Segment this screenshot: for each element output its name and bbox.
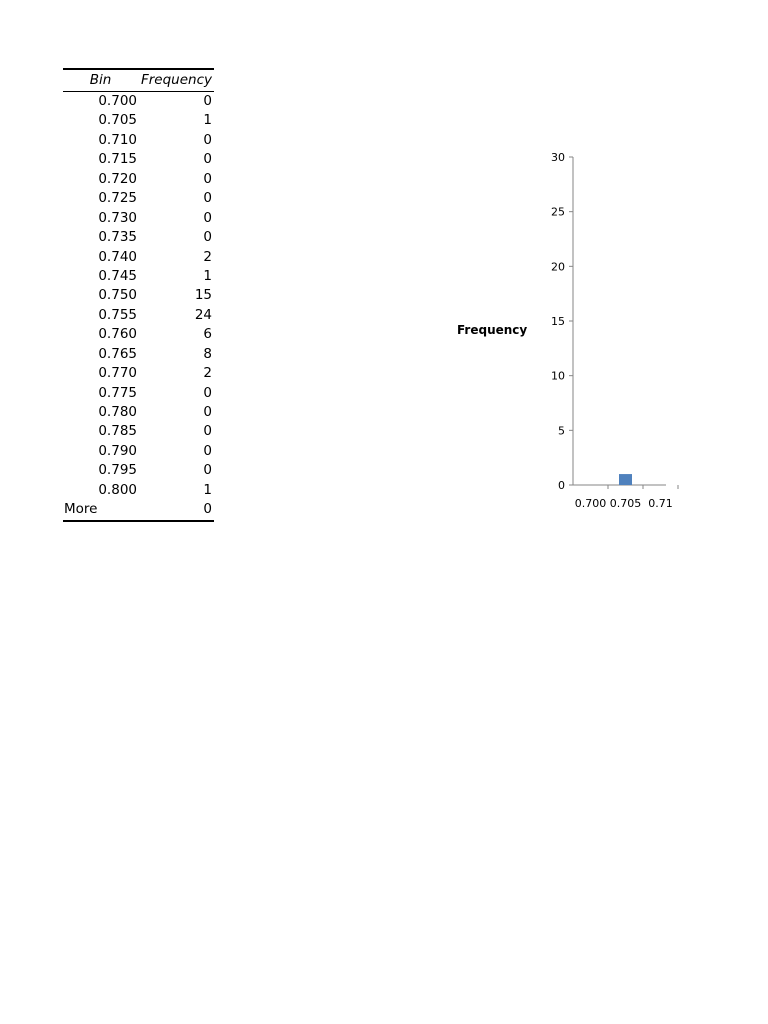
table-row — [63, 111, 214, 130]
bin-cell: 0.725 — [98, 190, 137, 207]
y-tick-label: 5 — [558, 424, 565, 438]
table-row — [63, 286, 214, 305]
histogram-chart — [440, 140, 680, 520]
frequency-header: Frequency — [140, 72, 212, 88]
table-body — [63, 92, 214, 520]
y-tick-label: 20 — [551, 260, 565, 274]
bin-cell: 0.740 — [98, 248, 137, 265]
frequency-cell: 0 — [203, 442, 212, 459]
frequency-cell: 24 — [194, 306, 212, 323]
bin-cell: 0.755 — [98, 306, 137, 323]
y-tick-label: 30 — [551, 151, 565, 164]
table-row — [63, 267, 214, 286]
y-tick-label: 10 — [551, 369, 565, 383]
bin-cell: 0.785 — [98, 423, 137, 440]
table-row — [63, 364, 214, 383]
table-row — [63, 461, 214, 480]
bin-cell: 0.775 — [98, 384, 137, 401]
y-tick-label: 0 — [558, 479, 565, 492]
frequency-cell: 2 — [203, 248, 212, 265]
frequency-cell: 0 — [203, 190, 212, 207]
bin-cell: 0.700 — [98, 93, 137, 109]
table-row — [63, 345, 214, 364]
table-row — [63, 209, 214, 228]
table-row — [63, 170, 214, 189]
frequency-cell: 0 — [203, 229, 212, 246]
table-row — [63, 92, 214, 111]
y-tick-label: 25 — [551, 205, 565, 219]
table-header — [63, 68, 214, 92]
table-row — [63, 306, 214, 325]
bin-cell: 0.715 — [98, 151, 137, 168]
bin-cell: 0.750 — [98, 287, 137, 304]
bin-cell: 0.710 — [98, 131, 137, 148]
histogram-bar — [619, 474, 632, 485]
bin-cell: 0.765 — [98, 345, 137, 362]
frequency-cell: 0 — [203, 151, 212, 168]
bin-cell: 0.760 — [98, 326, 137, 343]
table-row — [63, 248, 214, 267]
bin-header: Bin — [89, 72, 112, 88]
table-row — [63, 422, 214, 441]
frequency-cell: 0 — [203, 209, 212, 226]
frequency-cell: 0 — [203, 404, 212, 420]
table-row — [63, 150, 214, 169]
frequency-cell: 0 — [203, 423, 212, 440]
frequency-cell: 2 — [203, 365, 212, 382]
table-row — [63, 403, 214, 422]
histogram-svg — [440, 140, 680, 520]
x-tick-label: 0.700 — [574, 497, 607, 510]
bin-cell: 0.745 — [98, 267, 137, 284]
frequency-cell: 8 — [203, 345, 212, 362]
bin-cell: 0.730 — [98, 209, 137, 226]
bin-cell: 0.720 — [98, 170, 137, 187]
frequency-cell: 6 — [203, 326, 212, 343]
x-tick-label: 0.705 — [609, 497, 642, 510]
frequency-cell: 0 — [203, 170, 212, 187]
table-row — [63, 442, 214, 461]
y-axis-label: Frequency — [457, 323, 528, 337]
frequency-cell: 15 — [194, 287, 212, 304]
frequency-cell: 0 — [203, 501, 212, 518]
table-row — [63, 131, 214, 150]
table-row — [63, 189, 214, 208]
y-tick-label: 15 — [551, 315, 565, 328]
bin-cell: 0.705 — [98, 112, 137, 129]
frequency-cell: 0 — [203, 131, 212, 148]
bin-cell: 0.770 — [98, 365, 137, 382]
bin-cell: 0.800 — [98, 481, 137, 498]
bin-cell: More — [64, 501, 98, 518]
frequency-table — [63, 68, 214, 522]
frequency-cell: 0 — [203, 384, 212, 401]
bin-cell: 0.735 — [98, 229, 137, 246]
table-row — [63, 384, 214, 403]
bin-cell: 0.790 — [98, 442, 137, 459]
frequency-cell: 1 — [203, 112, 212, 129]
bin-cell: 0.780 — [98, 404, 137, 420]
x-tick-label: 0.71 — [648, 497, 673, 510]
table-row — [63, 500, 214, 519]
bin-cell: 0.795 — [98, 462, 137, 479]
table-row — [63, 481, 214, 500]
table-bottom-rule — [63, 520, 214, 522]
frequency-cell: 0 — [203, 462, 212, 479]
frequency-cell: 1 — [203, 481, 212, 498]
frequency-cell: 1 — [203, 267, 212, 284]
table-row — [63, 228, 214, 247]
frequency-cell: 0 — [203, 93, 212, 109]
table-row — [63, 325, 214, 344]
